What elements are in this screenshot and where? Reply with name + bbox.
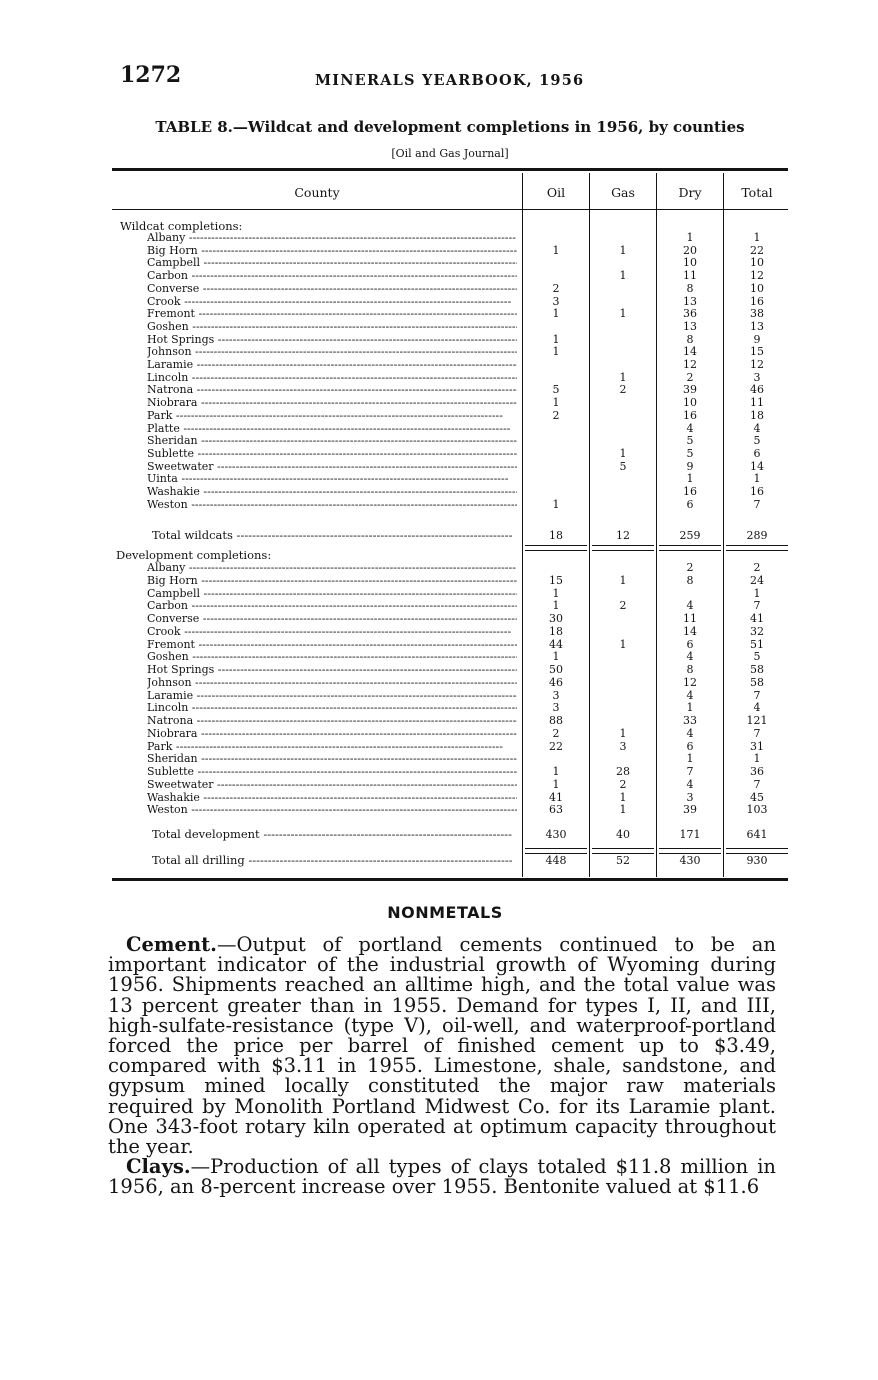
cell-oil: 1	[552, 243, 560, 257]
cell-total: 16	[750, 294, 764, 308]
cell-total: 7	[753, 726, 761, 740]
cell-oil: 2	[552, 726, 560, 740]
cell-oil	[531, 359, 581, 372]
cell-gas	[598, 321, 648, 334]
cell-dry: 13	[683, 319, 697, 333]
county-name: Washakie -----	[147, 486, 517, 499]
cell-oil: 5	[552, 383, 560, 397]
total-development-row-label: Total development -----	[152, 828, 512, 842]
column-header-dry: Dry	[678, 185, 702, 200]
county-name: Washakie -----	[147, 792, 517, 805]
cell-total: 16	[750, 485, 764, 498]
cell-gas: 1	[619, 243, 627, 257]
county-name: Hot Springs -----	[147, 334, 517, 347]
cell-dry: 9	[686, 459, 694, 473]
cell-dry: 1	[686, 231, 694, 244]
cell-dry: 16	[683, 485, 697, 498]
total-development-row-dry: 171	[679, 828, 701, 841]
cell-oil: 1	[552, 396, 560, 410]
clays-text: —Production of all types of clays totaled $11.8 million in 1956, an 8-percent increase over 1955. Bentonite valued at $11.6	[108, 1155, 776, 1199]
cell-total: 7	[753, 777, 761, 791]
cell-dry: 6	[686, 739, 694, 753]
total-development-row	[112, 828, 788, 844]
cell-dry: 14	[683, 624, 697, 638]
header-bottom-rule	[112, 209, 788, 210]
cell-total: 14	[750, 459, 764, 473]
cell-gas	[598, 486, 648, 499]
cell-total: 7	[753, 497, 761, 511]
total-development-row-gas: 40	[616, 828, 630, 841]
cell-oil: 1	[552, 497, 560, 511]
cell-total: 4	[753, 421, 761, 435]
cell-dry: 4	[686, 599, 694, 613]
cell-dry: 2	[686, 370, 694, 384]
cell-total: 103	[746, 803, 768, 817]
cell-total: 10	[750, 281, 764, 295]
clays-run-in-head: Clays.	[126, 1155, 191, 1179]
cell-total: 15	[750, 345, 764, 359]
total-wildcats-row-oil: 18	[549, 529, 563, 542]
county-name: Uinta -----	[147, 473, 517, 486]
cell-oil	[531, 321, 581, 334]
cell-oil: 1	[552, 307, 560, 321]
county-name: Converse -----	[147, 283, 517, 296]
cell-total: 1	[753, 231, 761, 244]
nonmetals-heading: NONMETALS	[387, 903, 503, 922]
county-name: Big Horn -----	[147, 575, 517, 588]
cell-total: 9	[753, 332, 761, 346]
county-name: Converse -----	[147, 613, 517, 626]
cell-oil: 1	[552, 586, 560, 600]
cell-oil: 18	[549, 624, 563, 638]
cell-total: 1	[753, 586, 761, 600]
cell-dry: 11	[683, 612, 697, 625]
page-number: 1272	[120, 62, 182, 88]
cell-total: 5	[753, 434, 761, 448]
table-row	[112, 575, 788, 588]
completions-table	[112, 168, 788, 882]
table-row	[112, 448, 788, 461]
column-header-gas: Gas	[611, 185, 635, 200]
cell-oil: 50	[549, 663, 563, 676]
cell-dry: 39	[683, 803, 697, 817]
cell-oil: 44	[549, 637, 563, 651]
total-development-row-total: 641	[746, 828, 768, 841]
county-name: Albany -----	[147, 562, 517, 575]
cell-gas	[598, 651, 648, 664]
table-title: TABLE 8.—Wildcat and development completions in 1956, by counties	[155, 118, 745, 136]
county-name: Sheridan -----	[147, 753, 517, 766]
cell-dry: 5	[686, 446, 694, 460]
county-name: Carbon -----	[147, 270, 517, 283]
county-name: Johnson -----	[147, 677, 517, 690]
cell-gas: 2	[619, 383, 627, 397]
cell-dry: 4	[686, 777, 694, 791]
county-name: Weston -----	[147, 804, 517, 817]
county-name: Lincoln -----	[147, 702, 517, 715]
cell-gas: 1	[619, 446, 627, 460]
wildcat-section-title: Wildcat completions:	[120, 219, 243, 233]
cell-oil: 1	[552, 777, 560, 791]
cell-oil: 63	[549, 803, 563, 817]
cell-oil: 1	[552, 345, 560, 359]
cell-oil: 3	[552, 701, 560, 715]
total-wildcats-row-total: 289	[746, 529, 768, 542]
cell-oil: 30	[549, 612, 563, 625]
county-name: Niobrara -----	[147, 397, 517, 410]
cell-gas	[598, 423, 648, 436]
cell-gas: 1	[619, 803, 627, 817]
table-row	[112, 499, 788, 512]
county-name: Natrona -----	[147, 384, 517, 397]
table-row	[112, 728, 788, 741]
cell-dry: 4	[686, 421, 694, 435]
column-header-county: County	[294, 185, 340, 200]
cell-total: 18	[750, 408, 764, 422]
cell-gas: 28	[616, 765, 630, 778]
cell-dry: 12	[683, 358, 697, 371]
cell-oil: 1	[552, 599, 560, 613]
cell-total: 5	[753, 650, 761, 664]
county-name: Lincoln -----	[147, 372, 517, 385]
table-row	[112, 804, 788, 817]
cell-gas	[598, 283, 648, 296]
cell-gas: 2	[619, 777, 627, 791]
cell-dry: 7	[686, 765, 694, 778]
cell-dry: 16	[683, 408, 697, 422]
cell-gas	[598, 397, 648, 410]
county-name: Sublette -----	[147, 766, 517, 779]
cell-dry: 2	[686, 561, 694, 574]
cell-dry: 10	[683, 396, 697, 410]
cell-dry: 36	[683, 307, 697, 321]
cell-total: 3	[753, 370, 761, 384]
county-name: Crook -----	[147, 296, 517, 309]
county-name: Sublette -----	[147, 448, 517, 461]
total-all-drilling-row-oil: 448	[545, 854, 567, 867]
county-name: Sheridan -----	[147, 435, 517, 448]
cell-dry: 20	[683, 243, 697, 257]
column-header-total: Total	[741, 185, 773, 200]
cell-total: 10	[750, 256, 764, 270]
county-name: Carbon -----	[147, 600, 517, 613]
cell-total: 46	[750, 383, 764, 397]
cell-dry: 33	[683, 714, 697, 727]
double-rule	[525, 545, 587, 551]
county-name: Weston -----	[147, 499, 517, 512]
cell-gas	[598, 499, 648, 512]
cell-total: 12	[750, 269, 764, 283]
cell-dry: 8	[686, 281, 694, 295]
county-name: Johnson -----	[147, 346, 517, 359]
cell-gas: 3	[619, 739, 627, 753]
cell-dry: 10	[683, 256, 697, 270]
cell-gas	[598, 690, 648, 703]
cell-oil	[531, 435, 581, 448]
double-rule	[592, 545, 654, 551]
cell-oil: 1	[552, 332, 560, 346]
cell-gas	[598, 664, 648, 677]
county-name: Platte -----	[147, 423, 517, 436]
cell-oil: 15	[549, 573, 563, 587]
cell-gas: 1	[619, 370, 627, 384]
cell-total: 11	[750, 396, 764, 410]
county-name: Campbell -----	[147, 588, 517, 601]
table-source: [Oil and Gas Journal]	[391, 147, 509, 160]
cell-total: 24	[750, 573, 764, 587]
double-rule	[726, 545, 788, 551]
cell-total: 31	[750, 739, 764, 753]
cell-total: 36	[750, 765, 764, 778]
table-row	[112, 626, 788, 639]
cell-dry: 1	[686, 472, 694, 486]
county-name: Natrona -----	[147, 715, 517, 728]
county-name: Niobrara -----	[147, 728, 517, 741]
total-all-drilling-row-label: Total all drilling -----	[152, 854, 512, 868]
cell-dry: 8	[686, 332, 694, 346]
total-wildcats-row	[112, 529, 788, 545]
cell-dry: 39	[683, 383, 697, 397]
total-development-row-oil: 430	[545, 828, 567, 841]
cell-dry: 4	[686, 688, 694, 702]
county-name: Laramie -----	[147, 690, 517, 703]
cement-text: —Output of portland cements continued to be an important indicator of the industrial growth of Wyoming during 1956. Shipments reached an alltime high, and the total value was 13 percent greater than in 1955. Demand for types I, II, and III, high-sulfate-resistance (type V), oil-well, and waterproof-portland forced the price per barrel of finished cement up to $3.49, compared with $3.11 in 1955. Limestone, shale, sandstone, and gypsum mined locally constituted the major raw materials required by Monolith Portland Midwest Co. for its Laramie plant. One 343-foot rotary kiln operated at optimum capacity throughout the year.	[108, 933, 776, 1159]
cell-total: 1	[753, 472, 761, 486]
cell-oil: 2	[552, 281, 560, 295]
total-all-drilling-row-total: 930	[746, 854, 768, 867]
cell-oil: 1	[552, 765, 560, 778]
running-title: MINERALS YEARBOOK, 1956	[315, 72, 585, 89]
county-name: Sweetwater -----	[147, 779, 517, 792]
cell-gas	[598, 334, 648, 347]
cell-gas: 5	[619, 459, 627, 473]
cell-oil	[531, 448, 581, 461]
table-row	[112, 321, 788, 334]
table-row	[112, 677, 788, 690]
cell-total: 4	[753, 701, 761, 715]
cell-dry: 11	[683, 269, 697, 283]
cell-gas: 1	[619, 726, 627, 740]
development-section-title: Development completions:	[116, 548, 272, 562]
county-name: Goshen -----	[147, 651, 517, 664]
county-name: Big Horn -----	[147, 245, 517, 258]
cell-total: 2	[753, 561, 761, 574]
cell-oil: 3	[552, 688, 560, 702]
cell-total: 13	[750, 319, 764, 333]
county-name: Crook -----	[147, 626, 517, 639]
table-bottom-rule	[112, 878, 788, 881]
cell-dry: 1	[686, 752, 694, 766]
cell-oil: 3	[552, 294, 560, 308]
double-rule	[659, 545, 721, 551]
cell-oil: 88	[549, 714, 563, 727]
cell-total: 7	[753, 688, 761, 702]
table-row	[112, 283, 788, 296]
county-name: Park -----	[147, 410, 517, 423]
cell-total: 45	[750, 790, 764, 804]
county-name: Park -----	[147, 741, 517, 754]
column-header-oil: Oil	[546, 185, 566, 200]
cell-total: 51	[750, 637, 764, 651]
cell-total: 32	[750, 624, 764, 638]
cell-dry: 12	[683, 675, 697, 689]
cell-oil: 41	[549, 790, 563, 804]
cell-gas: 1	[619, 307, 627, 321]
total-all-drilling-row-dry: 430	[679, 854, 701, 867]
cell-dry: 3	[686, 790, 694, 804]
cell-oil: 1	[552, 650, 560, 664]
cell-dry: 5	[686, 434, 694, 448]
county-name: Albany -----	[147, 232, 517, 245]
total-wildcats-row-gas: 12	[616, 529, 630, 542]
cell-oil: 22	[549, 739, 563, 753]
table-row	[112, 410, 788, 423]
cell-dry: 6	[686, 637, 694, 651]
cell-oil	[531, 423, 581, 436]
cell-total: 22	[750, 243, 764, 257]
county-name: Fremont -----	[147, 639, 517, 652]
cell-total: 58	[750, 663, 764, 676]
county-name: Fremont -----	[147, 308, 517, 321]
cell-gas	[598, 473, 648, 486]
county-name: Sweetwater -----	[147, 461, 517, 474]
cell-total: 58	[750, 675, 764, 689]
cell-oil: 46	[549, 675, 563, 689]
cell-gas: 1	[619, 790, 627, 804]
county-name: Hot Springs -----	[147, 664, 517, 677]
cell-total: 1	[753, 752, 761, 766]
cell-total: 41	[750, 612, 764, 625]
cell-total: 6	[753, 446, 761, 460]
total-wildcats-row-dry: 259	[679, 529, 701, 542]
county-name: Laramie -----	[147, 359, 517, 372]
cell-gas	[598, 677, 648, 690]
cell-gas	[598, 346, 648, 359]
table-row	[112, 779, 788, 792]
cell-oil	[531, 461, 581, 474]
cell-dry: 8	[686, 573, 694, 587]
cell-total: 121	[746, 714, 768, 727]
total-all-drilling-row-gas: 52	[616, 854, 630, 867]
cell-gas	[598, 626, 648, 639]
cell-total: 7	[753, 599, 761, 613]
cell-oil	[531, 257, 581, 270]
cell-dry: 13	[683, 294, 697, 308]
cell-gas	[598, 702, 648, 715]
cell-gas	[598, 613, 648, 626]
cell-dry: 14	[683, 345, 697, 359]
cell-dry: 6	[686, 497, 694, 511]
cell-gas: 1	[619, 269, 627, 283]
total-wildcats-row-label: Total wildcats -----	[152, 529, 512, 543]
cell-oil: 2	[552, 408, 560, 422]
total-all-drilling-row	[112, 854, 788, 870]
cell-oil	[531, 473, 581, 486]
cell-total: 12	[750, 358, 764, 371]
cell-gas	[598, 410, 648, 423]
cell-dry: 4	[686, 726, 694, 740]
county-name: Goshen -----	[147, 321, 517, 334]
cement-paragraph	[108, 935, 776, 1157]
table-top-rule	[112, 168, 788, 171]
cell-gas: 1	[619, 637, 627, 651]
nonmetals-body	[108, 935, 776, 1198]
page-header	[120, 62, 780, 96]
cell-dry: 8	[686, 663, 694, 676]
clays-paragraph	[108, 1157, 776, 1197]
cell-dry: 1	[686, 701, 694, 715]
cell-total: 38	[750, 307, 764, 321]
cell-gas: 2	[619, 599, 627, 613]
county-name: Campbell -----	[147, 257, 517, 270]
cell-dry: 4	[686, 650, 694, 664]
cement-run-in-head: Cement.	[126, 933, 217, 956]
cell-gas: 1	[619, 573, 627, 587]
